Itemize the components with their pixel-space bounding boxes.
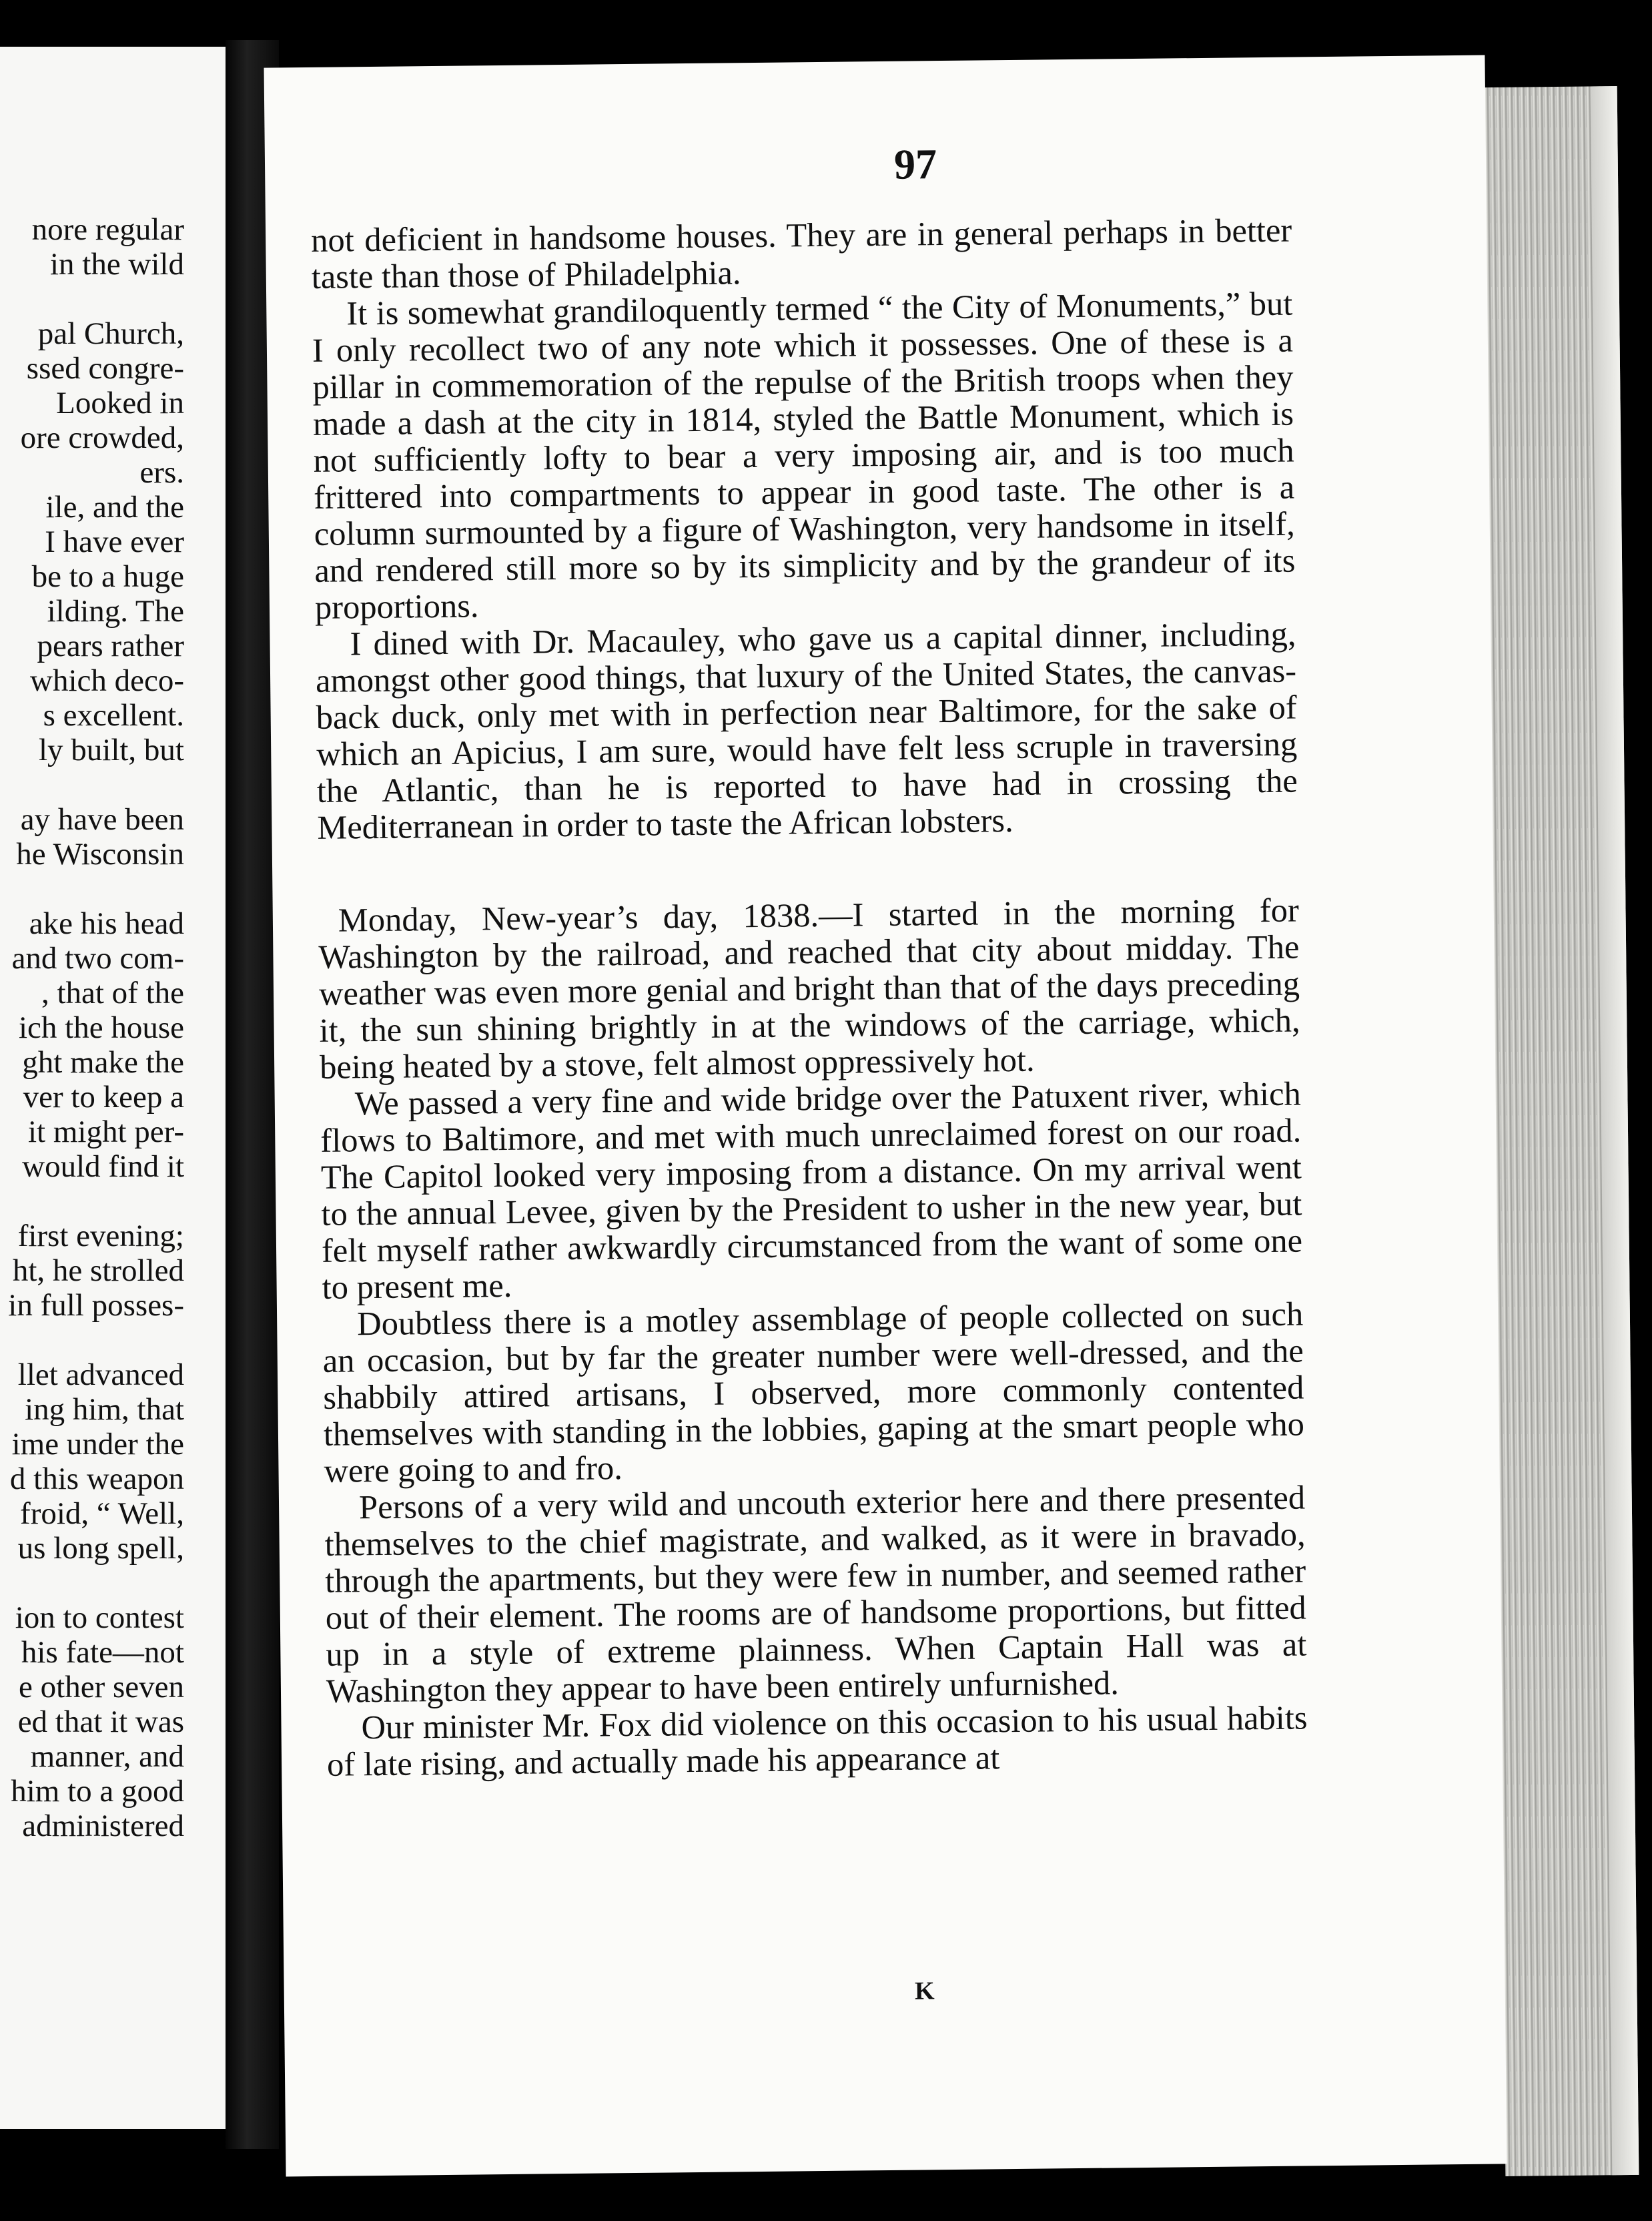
left-page-line	[0, 1323, 184, 1357]
left-page-line: ion to contest	[15, 1600, 184, 1635]
left-page-line	[0, 282, 184, 316]
left-page-line: ed that it was	[17, 1704, 184, 1739]
left-page-line: Looked in	[56, 386, 184, 420]
left-page-line: ers.	[139, 455, 184, 490]
left-page-line: ime under the	[11, 1427, 184, 1462]
paragraph-7: Persons of a very wild and uncouth exterior here and there presented themselves to the chief magistrate, and walked, as it were in bravado, through the apartments, but they were few in number, and seemed rather out of their element. The rooms are of handsome proportions, but fitted up in a style of extreme plainness. When Captain Hall was at Washington they appear to have been entirely unfurnished.	[324, 1478, 1307, 1710]
left-page-line: llet advanced	[17, 1357, 184, 1392]
left-page-line: ssed congre-	[26, 351, 184, 386]
left-page-line: ile, and the	[45, 490, 184, 525]
left-page-line	[0, 1566, 184, 1600]
body-text	[311, 212, 1308, 1783]
page-number: 97	[893, 140, 937, 188]
paragraph-2: It is somewhat grandiloquently termed “ the City of Monuments,” but I only recollect two of any note which it possesses. One of these is a pillar in commemoration of the repulse of the British troops when they made a dash at the city in 1814, styled the Battle Monument, which is not sufficiently lofty to bear a very imposing air, and is too much frittered into compartments to appear in good taste. The other is a column surmounted by a figure of Washington, very handsome in itself, and rendered still more so by its simplicity and by the grandeur of its proportions.	[312, 284, 1296, 626]
left-page-line: s excellent.	[43, 698, 184, 733]
left-page-line: ver to keep a	[23, 1080, 184, 1115]
left-page-line: ing him, that	[25, 1392, 184, 1427]
left-page-line: ilding. The	[47, 594, 184, 629]
left-page-line: administered	[22, 1809, 184, 1843]
right-page	[264, 55, 1507, 2177]
left-page-line	[0, 767, 184, 802]
left-page-line: and two com-	[11, 941, 184, 976]
left-page-line: froid, “ Well,	[20, 1496, 184, 1531]
paragraph-3: I dined with Dr. Macauley, who gave us a capital dinner, including, amongst other good things, that luxury of the United States, the canvas-back duck, only met with in perfection near Baltimore, for the sake of which an Apicius, I am sure, would have felt less scruple in traversing the Atlantic, than he is reported to have had in crossing the Mediterranean in order to taste the African lobsters.	[315, 615, 1298, 846]
left-page-line: it might per-	[27, 1115, 184, 1149]
left-page-line: d this weapon	[9, 1462, 184, 1496]
page-edges	[1484, 86, 1639, 2176]
left-page-line: I have ever	[45, 525, 184, 559]
paragraph-8: Our minister Mr. Fox did violence on this occasion to his usual habits of late rising, and actually made his appearance at	[326, 1698, 1308, 1783]
left-page-line: pears rather	[37, 629, 184, 663]
left-page-line: ore crowded,	[20, 420, 184, 455]
left-page-line	[0, 1184, 184, 1219]
paragraph-4: Monday, New-year’s day, 1838.—I started in the morning for Washington by the railroad, and reached that city about midday. The weather was even more genial and bright than that of the days preceding it, the sun shining brightly in at the windows of the carriage, which, being heated by a stove, felt almost oppressively hot.	[318, 891, 1300, 1086]
left-page-text	[0, 212, 184, 1843]
left-page-line: ich the house	[19, 1010, 184, 1045]
left-page-line: manner, and	[30, 1739, 184, 1774]
left-page-line: would find it	[22, 1149, 184, 1184]
left-page-line: first evening;	[17, 1219, 184, 1253]
left-page-line: us long spell,	[17, 1531, 184, 1566]
left-facing-page	[0, 47, 230, 2129]
left-page-line: ght make the	[22, 1045, 184, 1080]
left-page-line: which deco-	[30, 663, 184, 698]
left-page-line: ake his head	[29, 906, 184, 941]
left-page-line	[0, 872, 184, 906]
left-page-line: be to a huge	[31, 559, 184, 594]
left-page-line: him to a good	[11, 1774, 184, 1809]
signature-mark: K	[914, 1977, 935, 2005]
left-page-line: in full posses-	[8, 1288, 184, 1323]
left-page-line: , that of the	[41, 976, 184, 1010]
left-page-line: ly built, but	[38, 733, 184, 767]
left-page-line: nore regular	[31, 212, 184, 247]
left-page-line: pal Church,	[37, 316, 184, 351]
left-page-line: ht, he strolled	[12, 1253, 184, 1288]
left-page-line: ay have been	[20, 802, 184, 837]
paragraph-6: Doubtless there is a motley assemblage of people collected on such an occasion, but by far the greater number were well-dressed, and the shabbily attired artisans, I observed, more commonly contented themselves with standing in the lobbies, gaping at the smart people who were going to and fro.	[322, 1295, 1305, 1490]
paragraph-5: We passed a very fine and wide bridge over the Patuxent river, which flows to Baltimore, and met with much unreclaimed forest on our road. The Capitol looked very imposing from a distance. On my arrival went to the annual Levee, given by the President to usher in the new year, but felt myself rather awkwardly circumstanced from the want of some one to present me.	[320, 1074, 1303, 1306]
left-page-line: his fate—not	[21, 1635, 184, 1670]
left-page-line: in the wild	[49, 247, 184, 282]
paragraph-1: not deficient in handsome houses. They are in general perhaps in better taste than those of Philadelphia.	[310, 211, 1292, 296]
left-page-line: he Wisconsin	[16, 837, 184, 872]
left-page-line: e other seven	[19, 1670, 184, 1704]
